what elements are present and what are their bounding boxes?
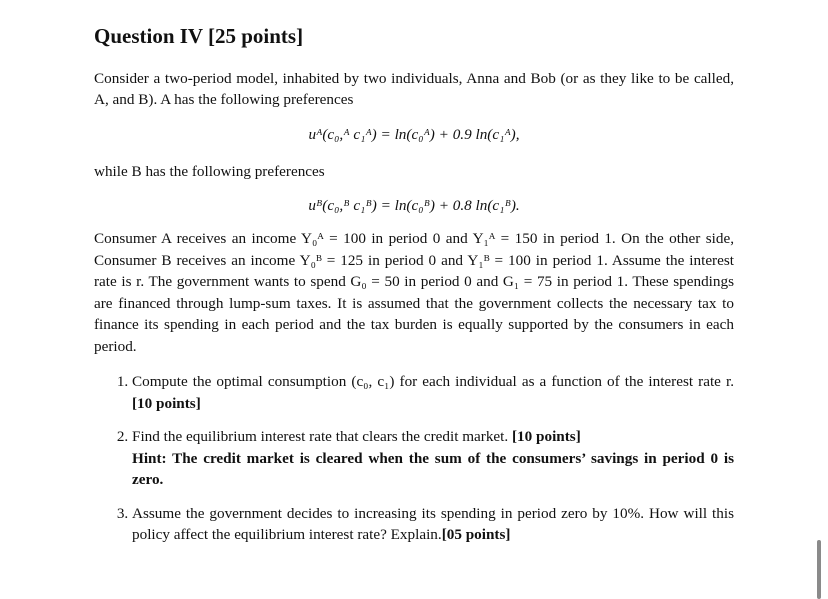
question-title: Question IV [25 points]: [94, 24, 304, 48]
question-item: [132, 426, 734, 491]
intro-paragraph: Consider a two-period model, inhabited by two individuals, Anna and Bob (or as they like to be called, A, and B). A has the following preferences: [94, 69, 734, 108]
utility-equation-b: uᴮ(c₀,ᴮ c₁ᴮ) = ln(c₀ᴮ) + 0.8 ln(c₁ᴮ).: [308, 196, 520, 214]
question-list: [94, 371, 734, 546]
question-text: Find the equilibrium interest rate that clears the credit market.: [132, 428, 509, 445]
question-item: [132, 371, 734, 414]
question-text: Assume the government decides to increasing its spending in period zero by 10%. How will this policy affect the equilibrium interest rate? Explain.: [132, 504, 734, 543]
utility-equation-a: uᴬ(c₀,ᴬ c₁ᴬ) = ln(c₀ᴬ) + 0.9 ln(c₁ᴬ),: [308, 125, 520, 143]
question-points: [10 points]: [511, 428, 581, 445]
while-b-text: while B has the following preferences: [94, 163, 325, 180]
setup-paragraph: Consumer A receives an income Y₀ᴬ = 100 in period 0 and Y₁ᴬ = 150 in period 1. On the other side, Consumer B receives an income Y₀ᴮ = 125 in period 0 and Y₁ᴮ = 100 in period 1. Assume the interest rate is r. The government wants to spend G₀ = 50 in period 0 and G₁ = 75 in period 1. These spendings are financed through lump-sum taxes. It is assumed that the government collects the necessary tax to finance its spending in each period and the tax burden is equally supported by the consumers in each period.: [94, 230, 734, 355]
question-points: [10 points]: [132, 394, 201, 412]
question-points: [05 points]: [441, 526, 511, 543]
question-item: [132, 503, 734, 546]
question-text: Compute the optimal consumption (c₀, c₁) for each individual as a function of the interest rate r.: [132, 373, 734, 390]
vertical-scrollbar[interactable]: [817, 540, 821, 599]
hint-text: Hint: The credit market is cleared when the sum of the consumers’ savings in period 0 is zero.: [132, 449, 734, 488]
document-page: [94, 26, 734, 558]
